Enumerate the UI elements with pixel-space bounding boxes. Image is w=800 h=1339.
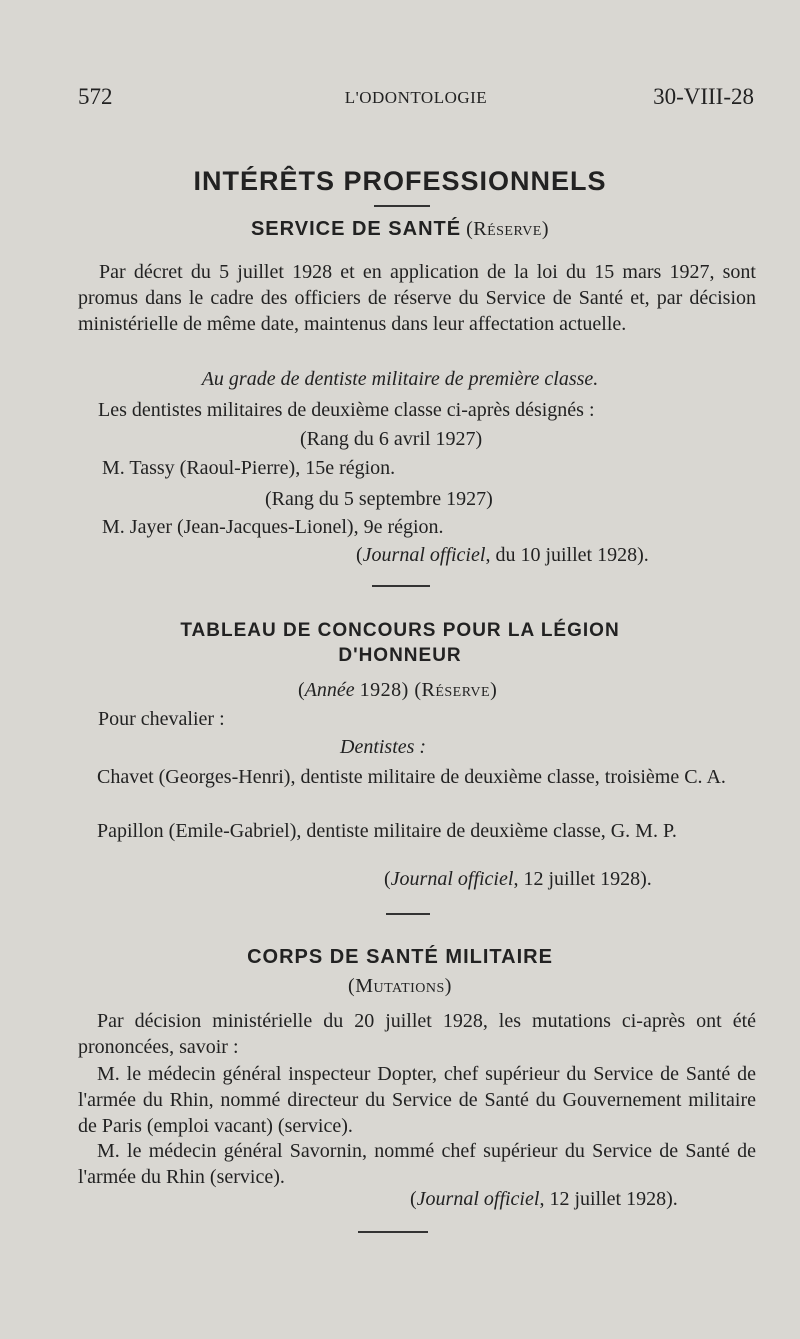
source-date: , 12 juillet 1928). [539,1188,678,1210]
issue-date: 30-VIII-28 [653,84,754,109]
section1-grade: Au grade de dentiste militaire de première classe. [201,368,599,390]
section3-intro: Par décision ministérielle du 20 juillet 1928, les mutations ci-après ont été prononcées, savoir : [78,1010,756,1058]
section1-rang2: (Rang du 5 septembre 1927) [265,488,493,510]
section2-year: (Année 1928) (Réserve) [298,679,498,701]
section1-subtitle: (Réserve) [466,218,550,240]
section1-rang1: (Rang du 6 avril 1927) [300,428,483,450]
title-rule [374,205,430,207]
journal-title: Journal officiel [362,544,486,566]
section2-entry2: Papillon (Emile-Gabriel), dentiste militaire de deuxième classe, G. M. P. [97,820,677,842]
source-date: , 12 juillet 1928). [513,868,652,890]
section3-entry1: M. le médecin général inspecteur Dopter, chef supérieur du Service de Santé de l'armée du Rhin, nommé directeur du Service de Santé du Gouvernement militaire de Paris (emploi vacant) (service). [78,1063,756,1137]
section2-entry1: Chavet (Georges-Henri), dentiste militaire de deuxième classe, troisième C. A. [97,766,726,788]
journal-title: Journal officiel [416,1188,540,1210]
section1-person2: M. Jayer (Jean-Jacques-Lionel), 9e région. [102,516,444,538]
source-date: , du 10 juillet 1928). [485,544,649,566]
section1-source: (Journal officiel, du 10 juillet 1928). [356,544,649,566]
section2-source: (Journal officiel, 12 juillet 1928). [384,868,652,890]
page-number: 572 [78,84,113,109]
running-header [78,84,754,114]
section2-title-line2: D'HONNEUR [338,645,462,666]
section1-heading [0,218,800,241]
journal-name: L'ODONTOLOGIE [344,88,488,107]
section-divider [386,913,430,915]
section2-pour: Pour chevalier : [98,708,225,730]
section2-title-line1: TABLEAU DE CONCOURS POUR LA LÉGION [180,620,620,641]
main-title: INTÉRÊTS PROFESSIONNELS [193,166,607,196]
year-label: Année [304,679,355,701]
section3-entry2: M. le médecin général Savornin, nommé chef supérieur du Service de Santé de l'armée du Rhin (service). [78,1140,756,1188]
section3-title: CORPS DE SANTÉ MILITAIRE [247,946,553,968]
section1-intro: Par décret du 5 juillet 1928 et en application de la loi du 15 mars 1927, sont promus dans le cadre des officiers de réserve du Service de Santé et, par décision ministérielle de même date, maintenus dans leur affectation actuelle. [78,261,756,335]
section3-source: (Journal officiel, 12 juillet 1928). [410,1188,678,1210]
section1-title: SERVICE DE SANTÉ [250,218,462,240]
section2-dentistes: Dentistes : [340,736,427,758]
section-divider [358,1231,428,1233]
section-divider [372,585,430,587]
section1-person1: M. Tassy (Raoul-Pierre), 15e région. [102,457,396,479]
journal-title: Journal officiel [390,868,514,890]
year-value: 1928) (Réserve) [359,679,498,701]
section3-subtitle: (Mutations) [348,975,452,997]
section1-designes: Les dentistes militaires de deuxième classe ci-après désignés : [98,399,595,421]
